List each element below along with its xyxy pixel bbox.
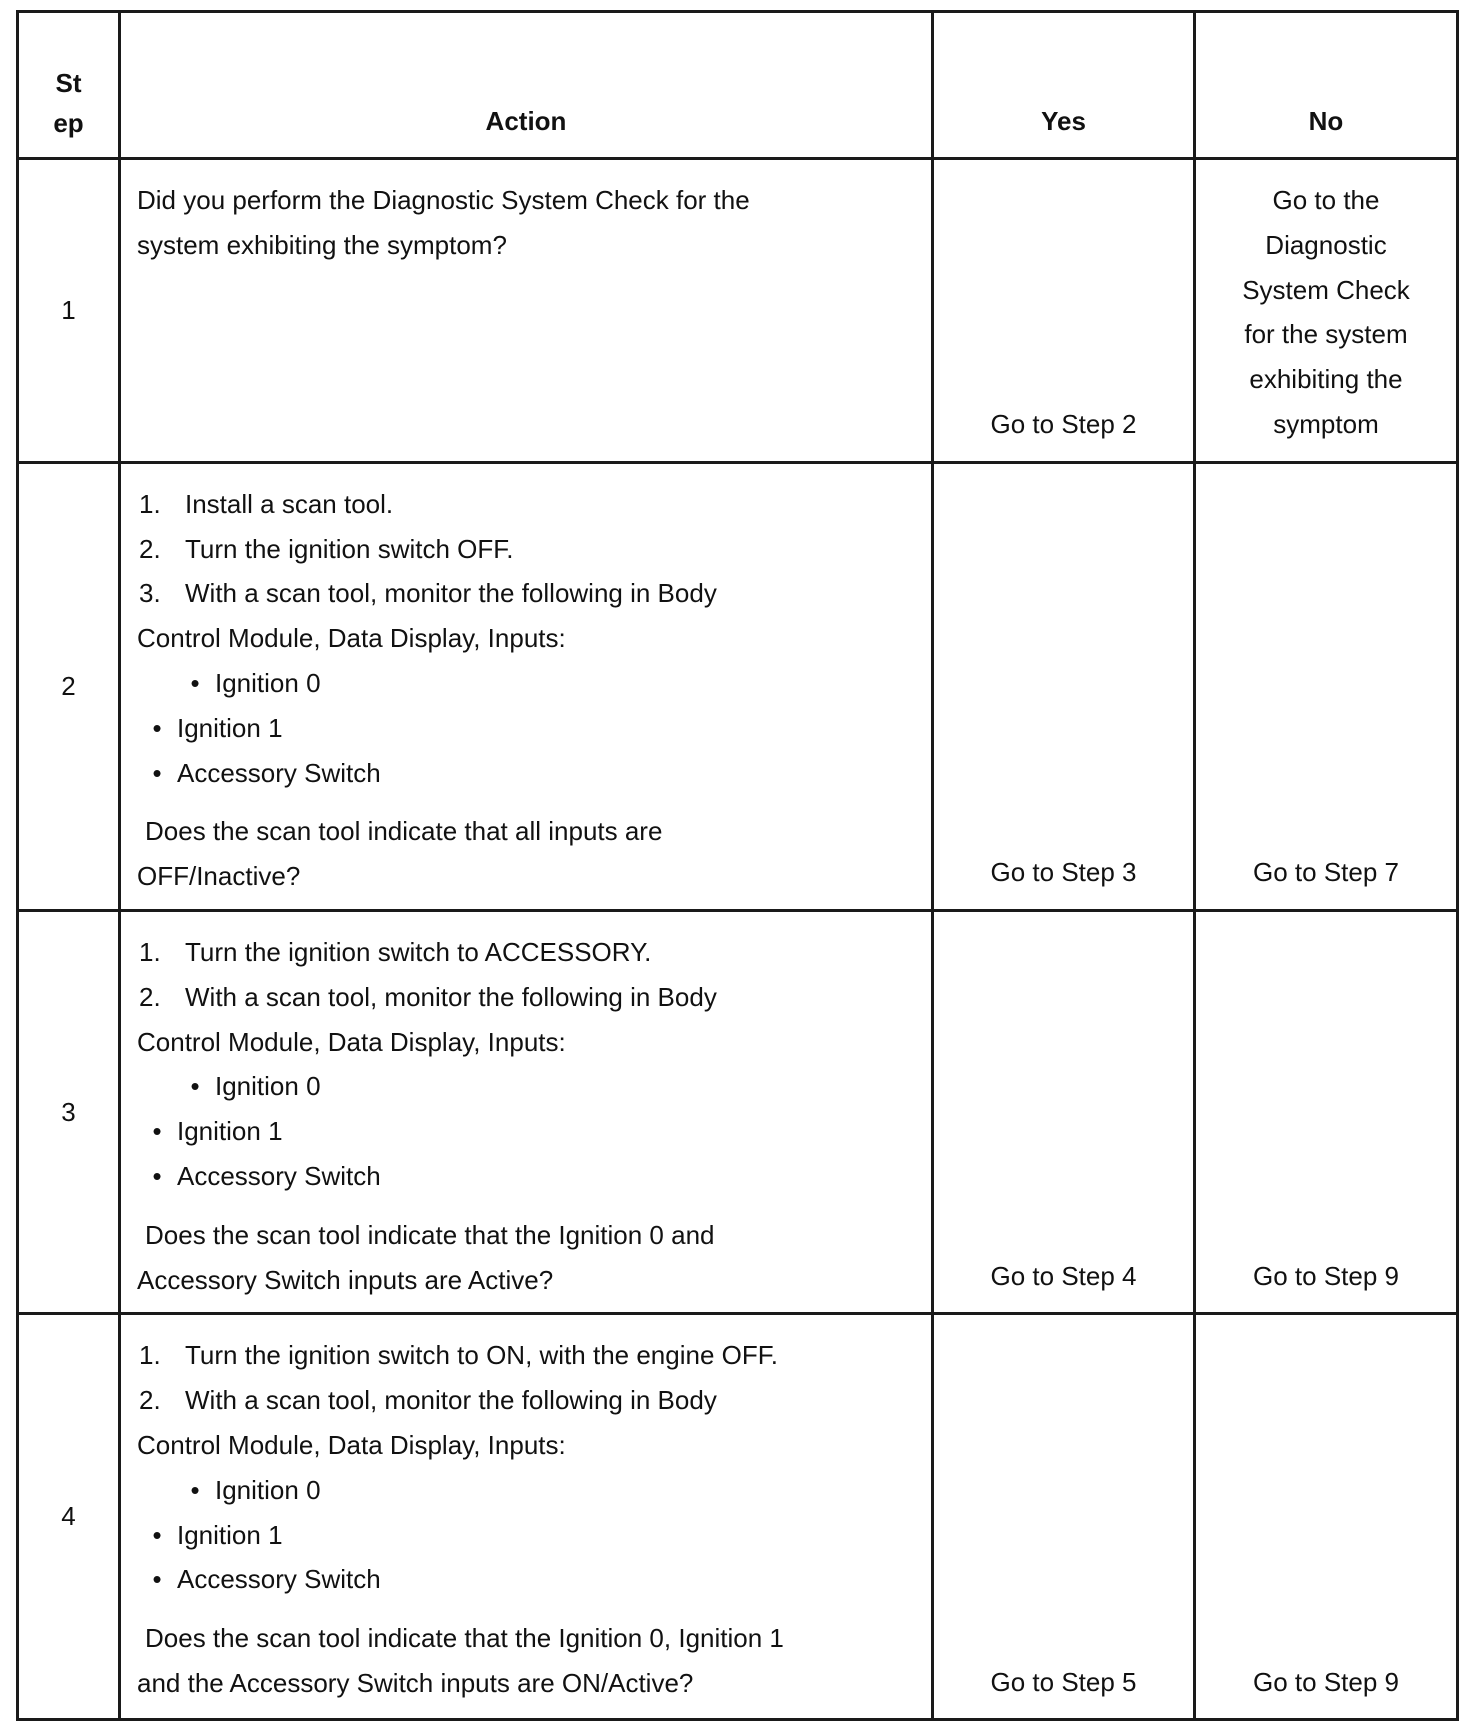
table-row bbox=[18, 1314, 1458, 1720]
no-result: Go to Step 7 bbox=[1253, 857, 1399, 888]
bullet-item bbox=[137, 1064, 919, 1109]
no-result-line: Diagnostic bbox=[1265, 229, 1387, 260]
step-text: With a scan tool, monitor the following in Body bbox=[185, 578, 717, 609]
numbered-step bbox=[137, 1333, 919, 1378]
numbered-step bbox=[137, 930, 919, 975]
bullet-item bbox=[137, 1513, 919, 1558]
yes-result: Go to Step 2 bbox=[990, 408, 1137, 439]
header-yes bbox=[933, 12, 1195, 159]
no-cell bbox=[1195, 159, 1458, 463]
numbered-step bbox=[137, 975, 919, 1020]
yes-result: Go to Step 3 bbox=[990, 857, 1137, 888]
continuation-text: Control Module, Data Display, Inputs: bbox=[137, 1026, 566, 1057]
header-action bbox=[120, 12, 933, 159]
bullet-text: Accessory Switch bbox=[177, 1160, 381, 1191]
bullet-item bbox=[137, 661, 919, 706]
no-cell bbox=[1195, 462, 1458, 910]
header-no-label: No bbox=[1308, 106, 1344, 136]
question-line: Does the scan tool indicate that all inputs are bbox=[145, 816, 663, 847]
yes-cell bbox=[933, 910, 1195, 1313]
step-text: Turn the ignition switch to ON, with the engine OFF. bbox=[185, 1340, 778, 1371]
step-index: 2. bbox=[139, 1385, 161, 1416]
table-row bbox=[18, 159, 1458, 463]
bullet-item bbox=[137, 1154, 919, 1199]
bullet-text: Ignition 0 bbox=[215, 1071, 321, 1102]
header-step-line1: St bbox=[55, 68, 82, 98]
numbered-step bbox=[137, 571, 919, 616]
header-step bbox=[18, 12, 120, 159]
action-cell bbox=[120, 462, 933, 910]
numbered-step bbox=[137, 1378, 919, 1423]
step-text: Turn the ignition switch to ACCESSORY. bbox=[185, 936, 652, 967]
step-text: With a scan tool, monitor the following in Body bbox=[185, 1385, 717, 1416]
table-row bbox=[18, 462, 1458, 910]
bullet-text: Ignition 1 bbox=[177, 1519, 283, 1550]
yes-result: Go to Step 5 bbox=[990, 1666, 1137, 1697]
yes-cell bbox=[933, 1314, 1195, 1720]
step-index: 3. bbox=[139, 578, 161, 609]
step-index: 2. bbox=[139, 533, 161, 564]
step-index: 1. bbox=[139, 488, 161, 519]
bullet-icon: • bbox=[152, 1160, 162, 1191]
bullet-icon: • bbox=[190, 1071, 200, 1102]
action-text: Did you perform the Diagnostic System Check for the bbox=[137, 185, 750, 215]
yes-cell bbox=[933, 462, 1195, 910]
header-step-line2: ep bbox=[53, 108, 84, 138]
step-index: 2. bbox=[139, 981, 161, 1012]
step-number: 2 bbox=[18, 462, 120, 910]
step-text: Install a scan tool. bbox=[185, 488, 394, 519]
action-cell bbox=[120, 1314, 933, 1720]
bullet-text: Ignition 0 bbox=[215, 667, 321, 698]
no-result: Go to Step 9 bbox=[1253, 1666, 1399, 1697]
no-result-line: System Check bbox=[1242, 274, 1410, 305]
bullet-icon: • bbox=[152, 712, 162, 743]
numbered-step bbox=[137, 527, 919, 572]
bullet-icon: • bbox=[152, 1519, 162, 1550]
bullet-text: Accessory Switch bbox=[177, 1564, 381, 1595]
bullet-icon: • bbox=[190, 1474, 200, 1505]
action-cell bbox=[120, 910, 933, 1313]
header-action-label: Action bbox=[485, 106, 567, 136]
table-row bbox=[18, 910, 1458, 1313]
bullet-icon: • bbox=[152, 1116, 162, 1147]
no-result-line: exhibiting the bbox=[1249, 364, 1403, 395]
table-header-row bbox=[18, 12, 1458, 159]
bullet-item bbox=[137, 1109, 919, 1154]
step-text: With a scan tool, monitor the following in Body bbox=[185, 981, 717, 1012]
bullet-icon: • bbox=[152, 1564, 162, 1595]
bullet-text: Ignition 1 bbox=[177, 1116, 283, 1147]
no-result-line: Go to the bbox=[1272, 185, 1380, 215]
question-line: Does the scan tool indicate that the Ignition 0, Ignition 1 bbox=[145, 1623, 784, 1654]
yes-cell bbox=[933, 159, 1195, 463]
question-text bbox=[137, 1213, 919, 1303]
yes-result: Go to Step 4 bbox=[990, 1260, 1137, 1291]
no-cell bbox=[1195, 1314, 1458, 1720]
question-text bbox=[137, 809, 919, 899]
step-number: 4 bbox=[18, 1314, 120, 1720]
question-line: OFF/Inactive? bbox=[137, 861, 301, 892]
continuation-text: Control Module, Data Display, Inputs: bbox=[137, 623, 566, 654]
question-line: and the Accessory Switch inputs are ON/Active? bbox=[137, 1667, 694, 1698]
bullet-icon: • bbox=[152, 757, 162, 788]
bullet-icon: • bbox=[190, 667, 200, 698]
bullet-item bbox=[137, 706, 919, 751]
no-cell bbox=[1195, 910, 1458, 1313]
step-index: 1. bbox=[139, 1340, 161, 1371]
continuation-text: Control Module, Data Display, Inputs: bbox=[137, 1429, 566, 1460]
question-line: Accessory Switch inputs are Active? bbox=[137, 1264, 554, 1295]
action-cell bbox=[120, 159, 933, 463]
diagnostic-procedure-table bbox=[16, 10, 1459, 1721]
numbered-step bbox=[137, 482, 919, 527]
no-result-line: symptom bbox=[1273, 408, 1379, 439]
step-number: 1 bbox=[18, 159, 120, 463]
header-no bbox=[1195, 12, 1458, 159]
action-text: system exhibiting the symptom? bbox=[137, 229, 507, 260]
no-result-line: for the system bbox=[1244, 319, 1408, 350]
step-text: Turn the ignition switch OFF. bbox=[185, 533, 514, 564]
step-number: 3 bbox=[18, 910, 120, 1313]
no-result: Go to Step 9 bbox=[1253, 1260, 1399, 1291]
question-text bbox=[137, 1616, 919, 1706]
question-line: Does the scan tool indicate that the Ignition 0 and bbox=[145, 1219, 715, 1250]
bullet-item bbox=[137, 1468, 919, 1513]
bullet-text: Ignition 1 bbox=[177, 712, 283, 743]
bullet-item bbox=[137, 751, 919, 796]
header-yes-label: Yes bbox=[1041, 106, 1086, 136]
bullet-text: Accessory Switch bbox=[177, 757, 381, 788]
bullet-text: Ignition 0 bbox=[215, 1474, 321, 1505]
step-index: 1. bbox=[139, 936, 161, 967]
bullet-item bbox=[137, 1557, 919, 1602]
